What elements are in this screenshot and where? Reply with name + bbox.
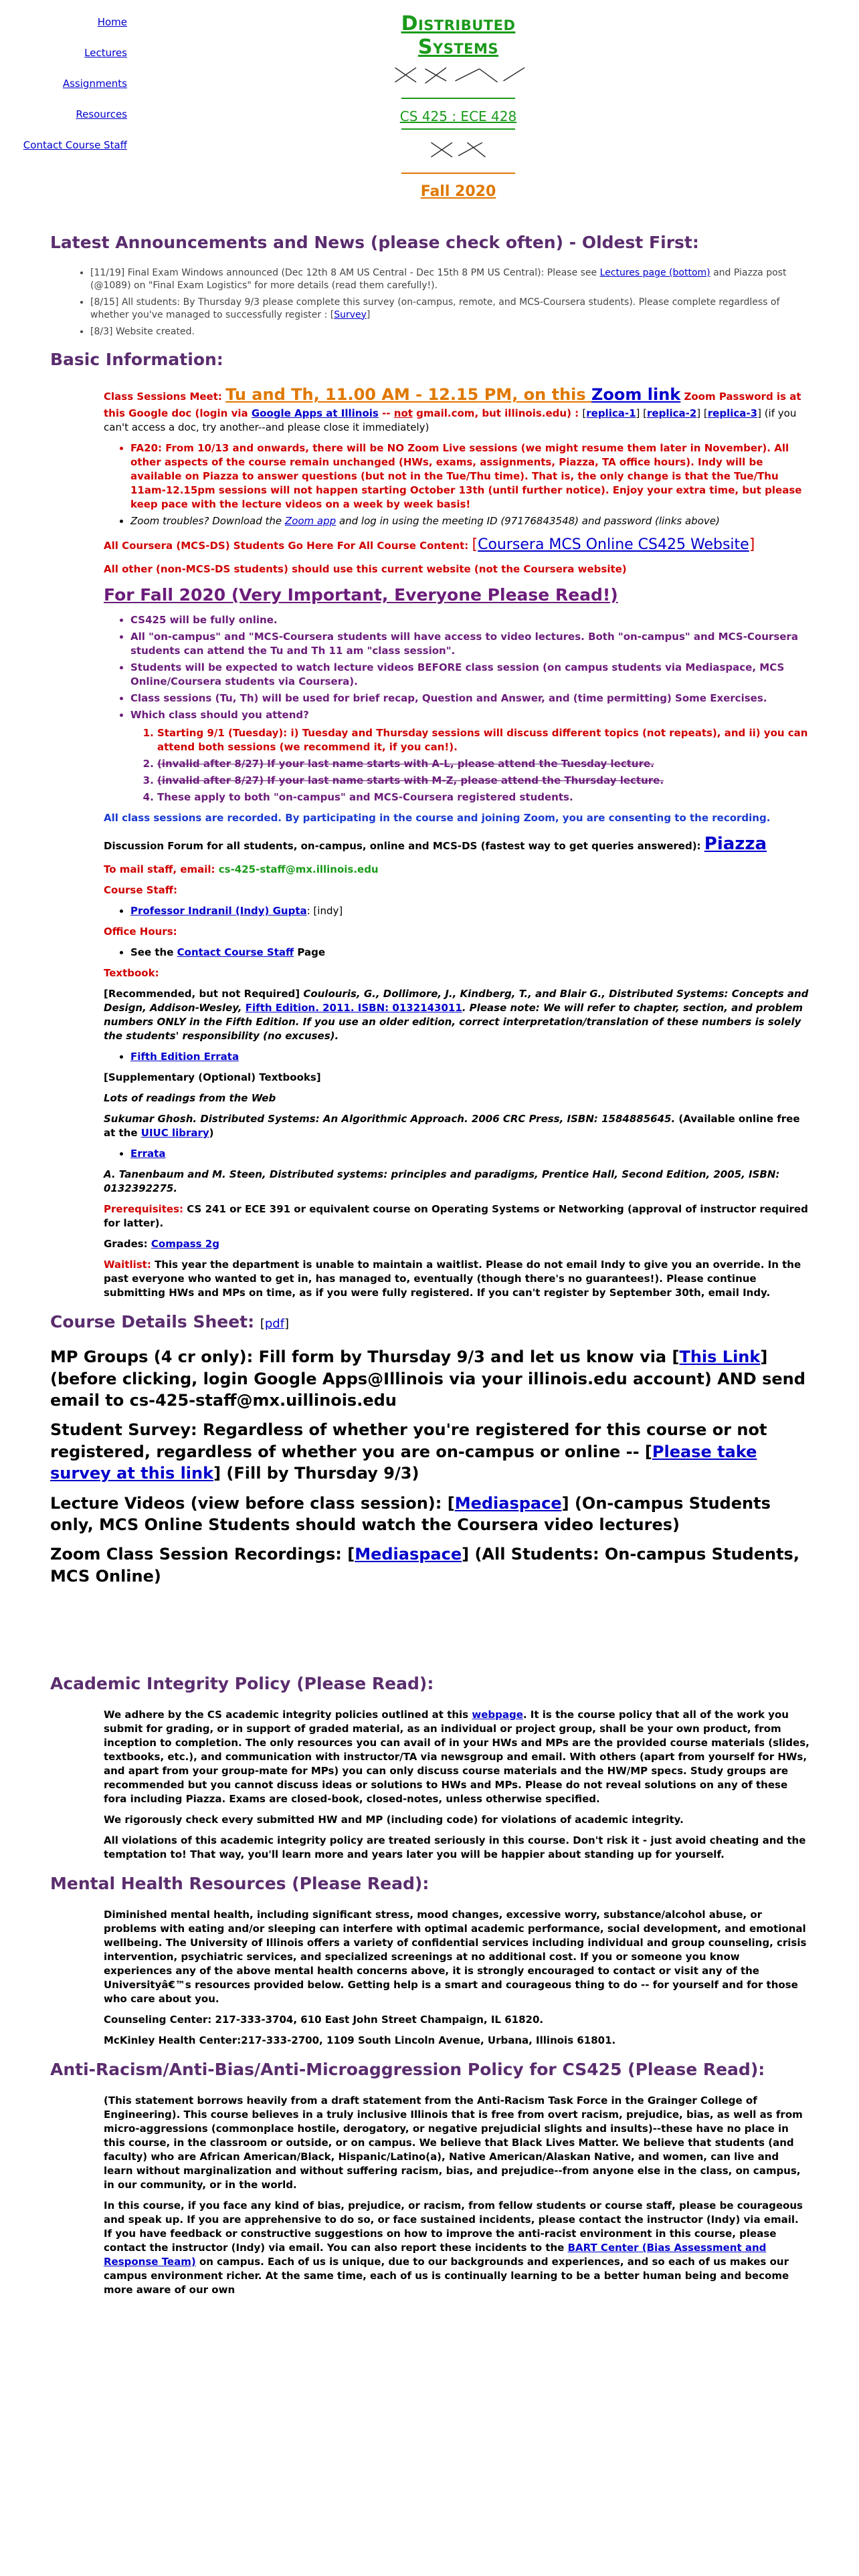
fifth-edition-link[interactable]: Fifth Edition. 2011. ISBN: 0132143011	[245, 1002, 462, 1014]
textbook-note: . Please note: We will refer to chapter, section, and problem numbers ONLY in the Fifth Edition. If you use an older edition, correct interpretation/translation of these numbers is solely the students' responsibility (no excuses).	[104, 1002, 803, 1043]
mp-groups-text: ] (before clicking, login Google Apps@Illinois via your illinois.edu account) AND send email to cs-425-staff@mx.uillinois.edu	[50, 1348, 805, 1410]
office-hours-list	[104, 946, 809, 960]
contact-staff-link[interactable]: Contact Course Staff	[177, 946, 294, 959]
textbook-info	[104, 987, 809, 1043]
tanenbaum-citation: A. Tanenbaum and M. Steen, Distributed systems: principles and paradigms, Prentice Hall, Second Edition, 2005, ISBN: 0132392275.	[104, 1168, 780, 1195]
network-decoration-icon	[375, 63, 542, 87]
professor-link[interactable]: Professor Indranil (Indy) Gupta	[130, 905, 307, 918]
anti-racism-text: (This statement borrows heavily from a draft statement from the Anti-Racism Task Force in the Grainger College of Engineering). This course believes in a truly inclusive Illinois that is free from overt racism, prejudice, bias, as well as from micro-aggressions (commonplace hostile, derogatory, or negative prejudicial slights and insults)--these have no place in this course, in the classroom or outside, or on campus. We believe that Black Lives Matter. We believe that students (and faculty) who are African American/Black, Hispanic/Latino(a), Native American/Alaskan Native, and women, can live and learn without marginalization and without suffering racism, bias, and prejudice--from anyone else in the class, on campus, in our community, or in the world.	[104, 2095, 803, 2191]
videos-text: ] (On-campus Students only, MCS Online Students should watch the Coursera video lectures)	[50, 1493, 771, 1534]
integrity-violations-text: All violations of this academic integrity policy are treated seriously in this course. Don't risk it - just avoid cheating and the temptation to! That way, you'll learn more and years later you will be happier about standing up for yourself.	[104, 1834, 806, 1861]
list-item: 1. Starting 9/1 (Tuesday): i) Tuesday and Thursday sessions will discuss different topics (not repeats), and ii) you can attend both sessions (we recommend it, if you can!).	[157, 726, 809, 754]
list-item: • Students will be expected to watch lecture videos BEFORE class session (on campus students via Mediaspace, MCS Online/Coursera students via Coursera).	[130, 661, 809, 689]
course-staff-label: Course Staff:	[104, 884, 177, 897]
mail-info	[104, 863, 809, 877]
integrity-paragraph	[104, 1708, 809, 1806]
replica-2-link[interactable]: replica-2	[647, 407, 697, 420]
student-survey-info	[50, 1419, 809, 1484]
password-note: --	[378, 407, 394, 420]
anti-racism-paragraph	[104, 2199, 809, 2297]
course-details-label: Course Details Sheet:	[50, 1312, 260, 1332]
replica-1-link[interactable]: replica-1	[586, 407, 636, 420]
zoom-app-link[interactable]: Zoom app	[284, 515, 337, 528]
prerequisites-label: Prerequisites:	[104, 1203, 187, 1216]
nav-resources-link[interactable]: Resources	[76, 108, 127, 120]
mp-form-link[interactable]: This Link	[679, 1348, 761, 1367]
survey-link[interactable]: Please take survey at this link	[50, 1442, 757, 1483]
zoom-link[interactable]: Zoom link	[591, 385, 681, 405]
piazza-link[interactable]: Piazza	[704, 833, 767, 854]
mail-label: To mail staff, email:	[104, 863, 219, 876]
list-item	[90, 267, 809, 292]
uiuc-library-link[interactable]: UIUC library	[140, 1127, 209, 1140]
list-item	[130, 946, 809, 960]
anti-racism-text: on campus. Each of us is unique, due to our backgrounds and experiences, and so each of us makes our campus environment richer. At the same time, each of us is continually learning to be a better human being and become more aware of our own	[104, 2256, 789, 2296]
videos-text: Lecture Videos (view before class session): [	[50, 1493, 455, 1513]
integrity-check-text: We rigorously check every submitted HW and MP (including code) for violations of academic integrity.	[104, 1814, 684, 1826]
coursera-link[interactable]: Coursera MCS Online CS425 Website	[478, 536, 749, 554]
waitlist-label: Waitlist:	[104, 1259, 155, 1271]
announcements-list	[77, 267, 809, 338]
ghosh-errata-list	[104, 1147, 809, 1161]
list-item	[130, 514, 809, 528]
which-class-list	[130, 726, 809, 804]
network-decoration-icon	[375, 138, 542, 162]
course-staff-list	[104, 904, 809, 918]
replica-3-link[interactable]: replica-3	[707, 407, 758, 420]
list-item: • All "on-campus" and "MCS-Coursera students will have access to video lectures. Both "on-campus" and MCS-Coursera students can attend the Tu and Th 11 am "class session".	[130, 630, 809, 658]
header-divider	[401, 173, 515, 174]
mental-health-heading: Mental Health Resources (Please Read):	[50, 1874, 430, 1894]
mental-health-section	[104, 1908, 809, 2048]
important-heading: For Fall 2020 (Very Important, Everyone Please Read!)	[104, 584, 618, 605]
supplementary-label: [Supplementary (Optional) Textbooks]	[104, 1071, 321, 1084]
survey-text: Student Survey: Regardless of whether you're registered for this course or not registered, regardless of whether you are on-campus or online -- [	[50, 1420, 767, 1461]
site-header	[375, 12, 542, 200]
list-item: 2. (invalid after 8/27) If your last name starts with A-L, please attend the Tuesday lecture.	[157, 757, 809, 771]
counseling-center-text: Counseling Center: 217-333-3704, 610 East John Street Champaign, IL 61820.	[104, 2014, 544, 2026]
password-note: (if you can't access a doc, try another--and please close it immediately)	[104, 407, 797, 434]
main-content	[50, 221, 809, 2304]
office-hours-label: Office Hours:	[104, 926, 177, 938]
forum-label: Discussion Forum for all students, on-campus, online and MCS-DS (fastest way to get queries answered):	[104, 839, 704, 852]
errata-list	[104, 1050, 809, 1064]
announcement-text: [8/15] All students: By Thursday 9/3 please complete this survey (on-campus, remote, and MCS-Coursera students). Please complete regardless of whether you've managed to successfully register : [	[90, 296, 780, 320]
list-item	[130, 708, 809, 804]
which-class-text: Which class should you attend?	[130, 708, 309, 721]
announcement-text: [11/19] Final Exam Windows announced (Dec 12th 8 AM US Central - Dec 15th 8 PM US Central): Please see	[90, 267, 600, 278]
sessions-label: Class Sessions Meet:	[104, 391, 226, 403]
google-apps-link[interactable]: Google Apps at Illinois	[251, 407, 379, 420]
fa20-notice: • FA20: From 10/13 and onwards, there will be NO Zoom Live sessions (we might resume them later in November). All other aspects of the course remain unchanged (HWs, exams, assignments, Piazza, TA office hours). Indy will be available on Piazza to answer questions (but not in the Tue/Thu time). That is, the only change is that the Tue/Thu 11am-12.15pm sessions will not happen starting October 13th (until further notice). Enjoy your extra time, but please keep pace with the lecture videos on a week by week basis!	[130, 441, 809, 512]
office-hours-text: See the	[130, 946, 177, 959]
site-nav	[0, 13, 134, 170]
list-item	[130, 1147, 809, 1161]
prerequisites-text: CS 241 or ECE 391 or equivalent course on Operating Systems or Networking (approval of instructor required for latter).	[104, 1203, 808, 1230]
term-label: Fall 2020	[420, 183, 496, 200]
header-divider	[401, 128, 515, 130]
list-item: 4. These apply to both "on-campus" and MCS-Coursera registered students.	[157, 790, 809, 804]
nav-home-link[interactable]: Home	[97, 16, 127, 28]
mcs-label: All Coursera (MCS-DS) Students Go Here For All Course Content:	[104, 540, 472, 552]
waitlist-info	[104, 1258, 809, 1300]
textbook-note: [Recommended, but not Required]	[104, 988, 304, 1000]
password-note: not	[393, 407, 413, 420]
list-item	[90, 296, 809, 322]
announcement-text: [8/3] Website created.	[90, 326, 195, 337]
mp-groups-text: MP Groups (4 cr only): Fill form by Thursday 9/3 and let us know via [	[50, 1348, 680, 1367]
bart-center-link[interactable]: BART Center (Bias Assessment and Response Team)	[104, 2242, 767, 2268]
class-sessions-info: Class Sessions Meet: Tu and Th, 11.00 AM - 12.15 PM, on this Zoom link Zoom Password is at this Google doc (login via Google Apps at Illinois -- not gmail.com, but illinois.edu) : [replica-1] [replica-2] [replica-3] (if you can't access a doc, try another--and please close it immediately)	[104, 385, 801, 434]
basic-info-section	[104, 384, 809, 1300]
zoom-password-text: Zoom Password is at this Google doc (login via	[104, 391, 801, 420]
list-item	[90, 326, 809, 338]
ghosh-citation: Sukumar Ghosh. Distributed Systems: An Algorithmic Approach. 2006 CRC Press, ISBN: 1584885645.	[104, 1113, 676, 1125]
textbook-label: Textbook:	[104, 967, 159, 980]
anti-racism-section	[104, 2094, 809, 2297]
integrity-section	[104, 1708, 809, 1862]
survey-text: ] (Fill by Thursday 9/3)	[213, 1464, 419, 1483]
integrity-webpage-link[interactable]: webpage	[472, 1709, 523, 1721]
list-item: • Class sessions (Tu, Th) will be used for brief recap, Question and Answer, and (time permitting) Some Exercises.	[130, 691, 809, 706]
list-item	[130, 904, 809, 918]
mcs-info: All Coursera (MCS-DS) Students Go Here For All Course Content: [Coursera MCS Online CS425 Website]	[104, 536, 755, 554]
ghosh-note: (Available online free at the	[104, 1113, 800, 1140]
compass-link[interactable]: Compass 2g	[151, 1238, 219, 1251]
professor-handle: : [indy]	[306, 905, 343, 918]
other-students-note: All other (non-MCS-DS students) should use this current website (not the Coursera website)	[104, 562, 627, 575]
site-title: Distributed Systems	[401, 12, 516, 59]
ghosh-note: )	[209, 1127, 214, 1140]
session-notes-list	[104, 441, 809, 528]
integrity-heading: Academic Integrity Policy (Please Read):	[50, 1674, 434, 1694]
mental-health-text: Diminished mental health, including significant stress, mood changes, excessive worry, substance/alcohol abuse, or problems with eating and/or sleeping can interfere with optimal academic performance, social development, and emotional wellbeing. The University of Illinois offers a variety of confidential services including individual and group counseling, crisis intervention, psychiatric services, and specialized screenings at no additional cost. If you or someone you know experiences any of the above mental health concerns above, it is strongly encouraged to contact or visit any of the Universityâ€™s resources provided below. Getting help is a smart and courageous thing to do -- for yourself and for those who care about you.	[104, 1909, 807, 2006]
course-code: CS 425 : ECE 428	[399, 108, 517, 124]
spacer	[50, 1595, 809, 1662]
list-item: 3. (invalid after 8/27) If your last name starts with M-Z, please attend the Thursday lecture.	[157, 774, 809, 788]
nav-contact-link[interactable]: Contact Course Staff	[23, 139, 127, 151]
mediaspace-recordings-link[interactable]: Mediaspace	[355, 1545, 462, 1564]
lectures-page-link[interactable]: Lectures page (bottom)	[599, 267, 710, 278]
prerequisites-info	[104, 1202, 809, 1230]
grades-info	[104, 1237, 809, 1251]
mediaspace-videos-link[interactable]: Mediaspace	[454, 1493, 562, 1513]
survey-link[interactable]: Survey	[334, 309, 367, 320]
web-readings: Lots of readings from the Web	[104, 1092, 276, 1105]
mp-groups-info	[50, 1346, 809, 1411]
important-list	[104, 613, 809, 804]
waitlist-text: This year the department is unable to maintain a waitlist. Please do not email Indy to give you an override. In the past everyone who wanted to get in, has managed to, eventually (though there's no guarantees!). Please continue submitting HWs and MPs on time, as if you were fully registered. If you can't register by September 30th, email Indy.	[104, 1259, 801, 1299]
course-details-heading: Course Details Sheet: [pdf]	[50, 1312, 290, 1332]
lecture-videos-info	[50, 1493, 809, 1536]
anti-racism-heading: Anti-Racism/Anti-Bias/Anti-Microaggression Policy for CS425 (Please Read):	[50, 2060, 765, 2080]
password-note: gmail.com, but illinois.edu) :	[412, 407, 583, 420]
announcement-text: and Piazza post (@1089) on "Final Exam Logistics" for more details (read them carefully!).	[90, 267, 787, 291]
ghosh-info	[104, 1112, 809, 1140]
recording-note: All class sessions are recorded. By participating in the course and joining Zoom, you are consenting to the recording.	[104, 811, 771, 824]
recordings-info	[50, 1543, 809, 1587]
forum-info	[104, 832, 809, 856]
errata-link[interactable]: Errata	[130, 1148, 166, 1160]
pdf-link[interactable]: pdf	[264, 1317, 285, 1331]
basic-info-heading: Basic Information:	[50, 350, 223, 370]
fifth-edition-errata-link[interactable]: Fifth Edition Errata	[130, 1051, 240, 1063]
announcements-heading: Latest Announcements and News (please check often) - Oldest First:	[50, 233, 699, 252]
announcement-text: ]	[366, 309, 371, 320]
textbook-citation: Coulouris, G., Dollimore, J., Kindberg, T., and Blair G., Distributed Systems: Concepts and Design, Addison-Wesley,	[104, 988, 809, 1014]
recordings-text: Zoom Class Session Recordings: [	[50, 1545, 355, 1564]
zoom-trouble-text: Zoom troubles? Download the	[130, 515, 285, 528]
nav-lectures-link[interactable]: Lectures	[84, 47, 127, 59]
list-item: • CS425 will be fully online.	[130, 613, 809, 627]
grades-label: Grades:	[104, 1238, 151, 1251]
integrity-text: We adhere by the CS academic integrity policies outlined at this	[104, 1709, 472, 1721]
anti-racism-text: In this course, if you face any kind of bias, prejudice, or racism, from fellow students or course staff, please be courageous and speak up. If you are apprehensive to do so, or face sustained incidents, please contact the instructor (Indy) via email. If you have feedback or constructive suggestions on how to improve the anti-racist environment in this course, please contact the instructor (Indy) via email. You can also report these incidents to the	[104, 2199, 803, 2254]
nav-assignments-link[interactable]: Assignments	[62, 78, 127, 90]
staff-email: cs-425-staff@mx.illinois.edu	[218, 863, 379, 876]
list-item	[130, 1050, 809, 1064]
header-divider	[401, 98, 515, 99]
zoom-trouble-text: and log in using the meeting ID (97176843548) and password (links above)	[336, 515, 720, 528]
office-hours-text: Page	[294, 946, 326, 959]
integrity-text: . It is the course policy that all of the work you submit for grading, or in support of graded material, as an individual or project group, shall be your own product, from inception to completion. The only resources you can avail of in your HWs and MPs are the provided course materials (slides, textbooks, etc.), and communication with instructor/TA via newsgroup and email. With others (apart from yourself for HWs, and apart from your group-mate for MPs) you can only discuss course materials and the HW/MP specs. Study groups are recommended but you cannot discuss ideas or solutions to HWs and MPs. Please do not reveal solutions on any of these fora including Piazza. Exams are closed-book, closed-notes, unless otherwise specified.	[104, 1709, 809, 1806]
sessions-time: Tu and Th, 11.00 AM - 12.15 PM, on this	[225, 385, 592, 405]
mckinley-center-text: McKinley Health Center:217-333-2700, 1109 South Lincoln Avenue, Urbana, Illinois 61801.	[104, 2034, 616, 2047]
recordings-text: ] (All Students: On-campus Students, MCS Online)	[50, 1545, 799, 1586]
